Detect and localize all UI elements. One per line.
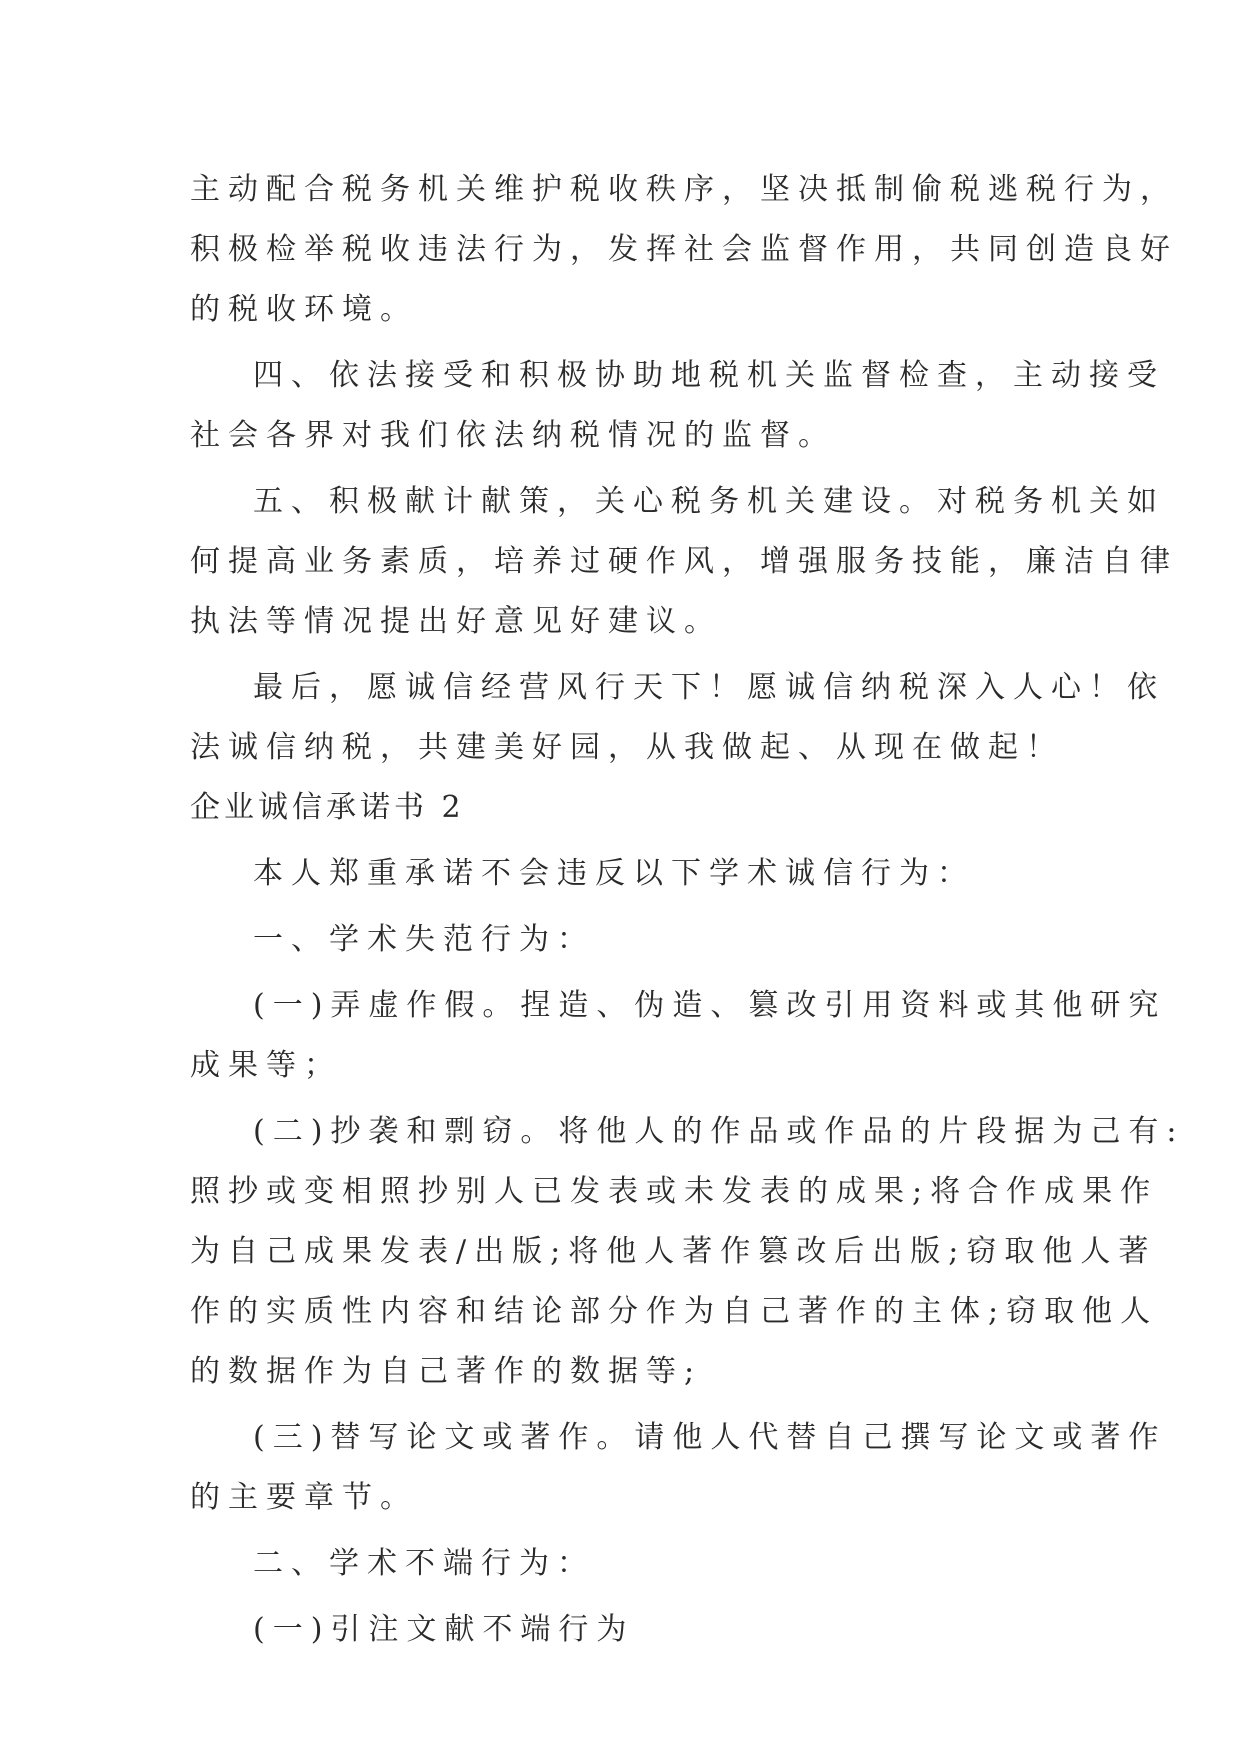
paragraph-line: 法诚信纳税，共建美好园，从我做起、从现在做起！: [190, 730, 1064, 765]
paragraph-line: 主动配合税务机关维护税收秩序，坚决抵制偷税逃税行为，: [190, 172, 1178, 207]
paragraph-line: 的税收环境。: [190, 292, 418, 327]
paragraph-line: 积极检举税收违法行为，发挥社会监督作用，共同创造良好: [190, 232, 1178, 267]
paragraph-line: (三)替写论文或著作。请他人代替自己撰写论文或著作: [253, 1420, 1167, 1455]
paragraph-line: 何提高业务素质，培养过硬作风，增强服务技能，廉洁自律: [190, 544, 1178, 579]
paragraph-line: (一)弄虚作假。捏造、伪造、篡改引用资料或其他研究: [253, 988, 1167, 1023]
paragraph-line: 的主要章节。: [190, 1480, 418, 1515]
paragraph-line: (一)引注文献不端行为: [253, 1612, 635, 1647]
paragraph-line: 为自己成果发表/出版;将他人著作篡改后出版;窃取他人著: [190, 1234, 1157, 1269]
paragraph-line: 执法等情况提出好意见好建议。: [190, 604, 722, 639]
paragraph-line: 社会各界对我们依法纳税情况的监督。: [190, 418, 836, 453]
paragraph-line: 成果等；: [190, 1048, 342, 1083]
paragraph-line: 最后，愿诚信经营风行天下！愿诚信纳税深入人心！依: [253, 670, 1165, 705]
paragraph-line: 二、学术不端行为：: [253, 1546, 595, 1581]
paragraph-line: 四、依法接受和积极协助地税机关监督检查，主动接受: [253, 358, 1165, 393]
paragraph-line: 五、积极献计献策，关心税务机关建设。对税务机关如: [253, 484, 1165, 519]
document-page: [190, 160, 1185, 1660]
paragraph-line: (二)抄袭和剽窃。将他人的作品或作品的片段据为己有:: [253, 1114, 1185, 1149]
paragraph-line: 一、学术失范行为：: [253, 922, 595, 957]
section-heading: 企业诚信承诺书 2: [190, 790, 465, 825]
paragraph-line: 照抄或变相照抄别人已发表或未发表的成果;将合作成果作: [190, 1174, 1159, 1209]
paragraph-line: 作的实质性内容和结论部分作为自己著作的主体;窃取他人: [190, 1294, 1159, 1329]
paragraph-line: 本人郑重承诺不会违反以下学术诚信行为：: [253, 856, 975, 891]
paragraph-line: 的数据作为自己著作的数据等;: [190, 1354, 703, 1389]
